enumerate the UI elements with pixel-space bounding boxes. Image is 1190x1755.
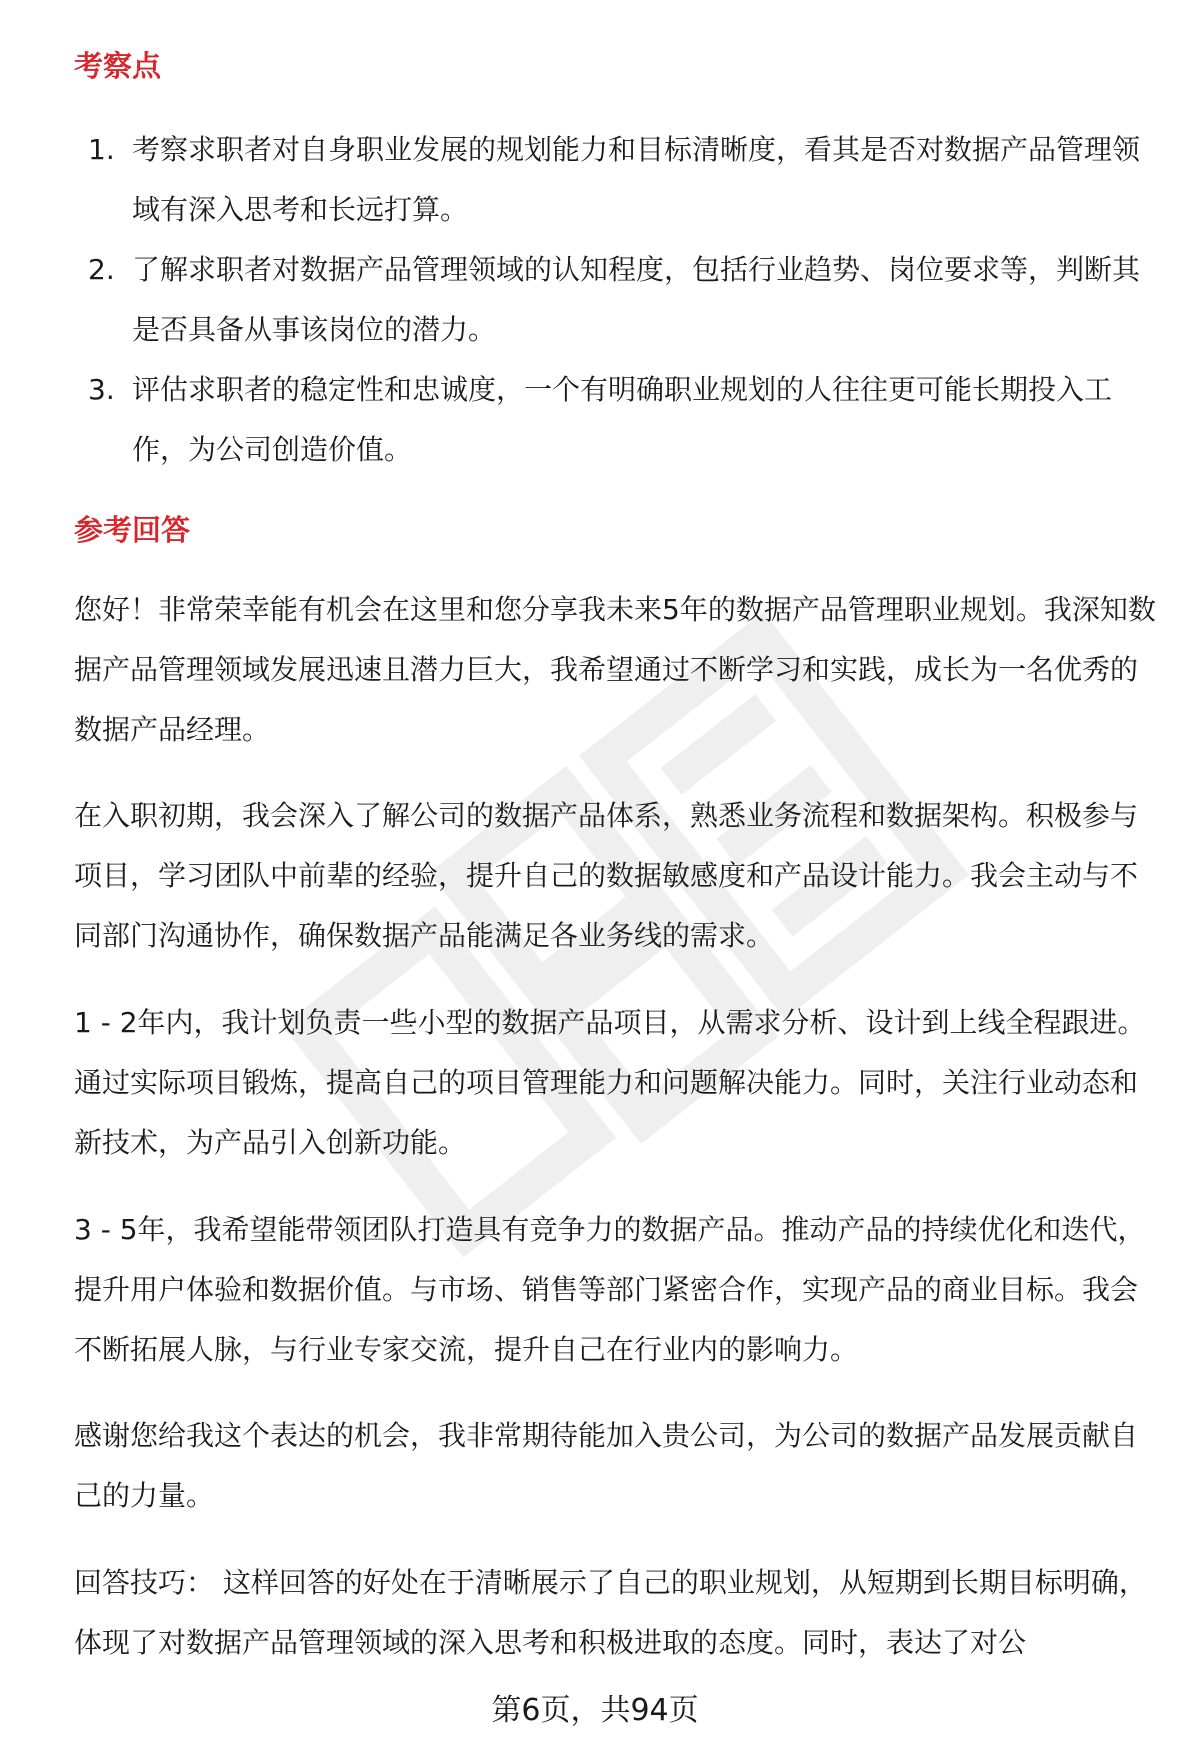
- list-item: [74, 240, 1154, 360]
- list-item-text: 了解求职者对数据产品管理领域的认知程度，包括行业趋势、岗位要求等，判断其是否具备从事该岗位的潜力。: [132, 253, 1141, 346]
- answer-tips-paragraph: 回答技巧： 这样回答的好处在于清晰展示了自己的职业规划，从短期到长期目标明确，体现了对数据产品管理领域的深入思考和积极进取的态度。同时，表达了对公: [74, 1566, 1147, 1659]
- answer-paragraph-1-2-years: 1 - 2年内，我计划负责一些小型的数据产品项目，从需求分析、设计到上线全程跟进。通过实际项目锻炼，提高自己的项目管理能力和问题解决能力。同时，关注行业动态和新技术，为产品引入创新功能。: [74, 1006, 1146, 1159]
- list-item-number: 1.: [88, 133, 115, 166]
- answer-paragraph-early-stage: 在入职初期，我会深入了解公司的数据产品体系，熟悉业务流程和数据架构。积极参与项目，学习团队中前辈的经验，提升自己的数据敏感度和产品设计能力。我会主动与不同部门沟通协作，确保数据产品能满足各业务线的需求。: [74, 799, 1139, 952]
- page-number: 第6页，共94页: [491, 1693, 699, 1728]
- reference-answer-heading: 参考回答: [74, 513, 191, 547]
- answer-paragraph-intro: 您好！非常荣幸能有机会在这里和您分享我未来5年的数据产品管理职业规划。我深知数据产品管理领域发展迅速且潜力巨大，我希望通过不断学习和实践，成长为一名优秀的数据产品经理。: [74, 593, 1156, 746]
- list-item-text: 评估求职者的稳定性和忠诚度，一个有明确职业规划的人往往更可能长期投入工作，为公司创造价值。: [132, 373, 1113, 466]
- list-item-number: 3.: [88, 373, 115, 406]
- list-item-number: 2.: [88, 253, 115, 286]
- exam-points-list: [74, 120, 1154, 480]
- list-item: [74, 120, 1154, 240]
- list-item-text: 考察求职者对自身职业发展的规划能力和目标清晰度，看其是否对数据产品管理领域有深入思考和长远打算。: [132, 133, 1141, 226]
- list-item: [74, 360, 1154, 480]
- answer-paragraph-thanks: 感谢您给我这个表达的机会，我非常期待能加入贵公司，为公司的数据产品发展贡献自己的力量。: [74, 1419, 1139, 1512]
- exam-points-heading: 考察点: [74, 49, 162, 83]
- answer-paragraph-3-5-years: 3 - 5年，我希望能带领团队打造具有竞争力的数据产品。推动产品的持续优化和迭代，提升用户体验和数据价值。与市场、销售等部门紧密合作，实现产品的商业目标。我会不断拓展人脉，与行业专家交流，提升自己在行业内的影响力。: [74, 1213, 1146, 1366]
